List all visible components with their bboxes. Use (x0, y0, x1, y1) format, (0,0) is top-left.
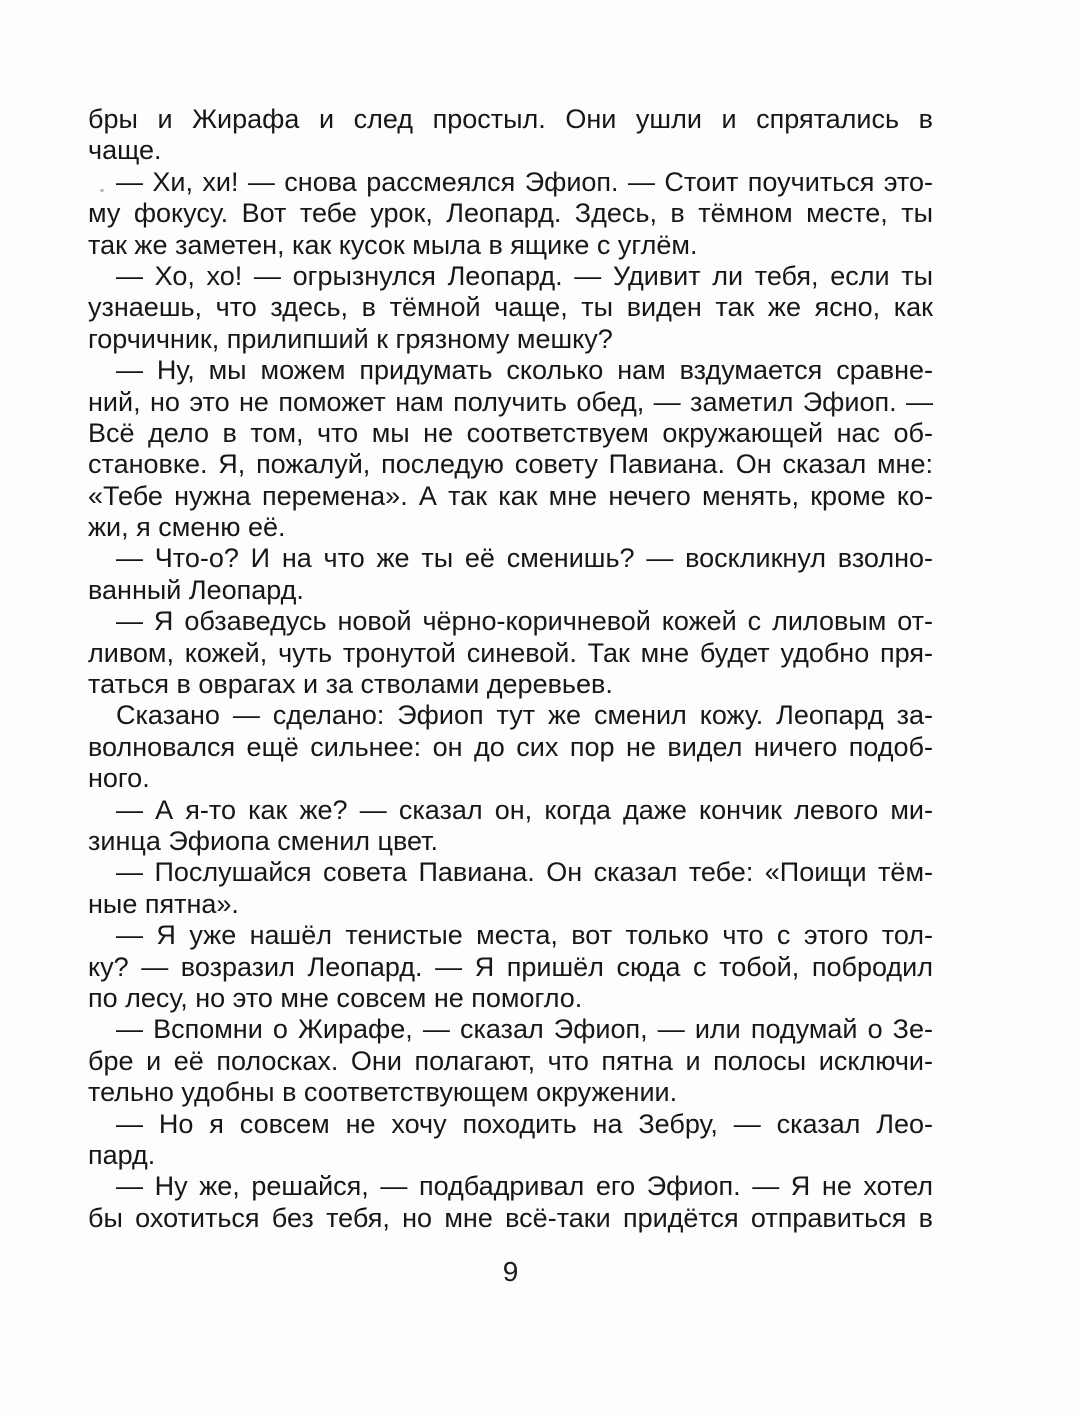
text-line: бры и Жирафа и след простыл. Они ушли и спрятались в (88, 104, 933, 134)
text-line: — Хо, хо! — огрызнулся Леопард. — Удивит ли тебя, если ты (116, 260, 933, 291)
text-line: — Что-о? И на что же ты её сменишь? — воскликнул взолно- (116, 543, 933, 574)
text-line: ванный Леопард. (88, 574, 304, 605)
text-line: му фокусу. Вот тебе урок, Леопард. Здесь, в тёмном месте, ты (88, 198, 933, 229)
text-line: пард. (88, 1139, 156, 1170)
text-line: — А я-то как же? — сказал он, когда даже кончик левого ми- (116, 794, 933, 825)
text-line: зинца Эфиопа сменил цвет. (88, 825, 439, 856)
text-line: «Тебе нужна перемена». А так как мне нечего менять, кроме ко- (88, 480, 933, 511)
text-line: жи, я сменю её. (88, 512, 286, 543)
text-line: ку? — возразил Леопард. — Я пришёл сюда с тобой, побродил (88, 951, 933, 982)
text-line: по лесу, но это мне совсем не помогло. (88, 982, 583, 1013)
page-number: 9 (502, 1256, 519, 1287)
text-line: бы охотиться без тебя, но мне всё-таки придётся отправиться в (88, 1202, 933, 1233)
text-line: — Я обзаведусь новой чёрно-коричневой кожей с лиловым от- (116, 606, 933, 637)
text-line: ний, но это не поможет нам получить обед, — заметил Эфиоп. — (88, 386, 933, 417)
text-line: волновался ещё сильнее: он до сих пор не видел ничего подоб- (88, 731, 933, 762)
text-line: Всё дело в том, что мы не соответствуем окружающей нас об- (88, 417, 933, 448)
text-line: ные пятна». (88, 888, 239, 919)
text-line: становке. Я, пожалуй, последую совету Павиана. Он сказал мне: (88, 449, 933, 480)
text-line: тельно удобны в соответствующем окружении. (88, 1077, 678, 1108)
scan-artifact-dot (100, 189, 104, 192)
text-line: ливом, кожей, чуть тронутой синевой. Так мне будет удобно пря- (88, 637, 933, 668)
text-line: так же заметен, как кусок мыла в ящике с углём. (88, 229, 698, 260)
text-line: — Хи, хи! — снова рассмеялся Эфиоп. — Стоит поучиться это- (116, 166, 933, 197)
text-line: горчичник, прилипший к грязному мешку? (88, 323, 613, 354)
text-block (88, 104, 933, 1234)
text-line: таться в оврагах и за стволами деревьев. (88, 669, 613, 700)
text-line: бре и её полосках. Они полагают, что пятна и полосы исключи- (88, 1045, 933, 1076)
text-line: — Ну же, решайся, — подбадривал его Эфиоп. — Я не хотел (116, 1171, 933, 1202)
text-line: — Послушайся совета Павиана. Он сказал тебе: «Поищи тём- (116, 857, 933, 888)
text-line: — Ну, мы можем придумать сколько нам вздумается сравне- (116, 355, 933, 386)
text-line: чаще. (88, 135, 162, 166)
text-line: — Вспомни о Жирафе, — сказал Эфиоп, — или подумай о Зе- (116, 1014, 933, 1045)
text-line: узнаешь, что здесь, в тёмной чаще, ты виден так же ясно, как (88, 292, 933, 323)
text-line: ного. (88, 763, 150, 794)
text-line: — Я уже нашёл тенистые места, вот только что с этого тол- (116, 920, 933, 951)
text-line: Сказано — сделано: Эфиоп тут же сменил кожу. Леопард за- (116, 700, 933, 731)
text-line: — Но я совсем не хочу походить на Зебру, — сказал Лео- (116, 1108, 933, 1139)
